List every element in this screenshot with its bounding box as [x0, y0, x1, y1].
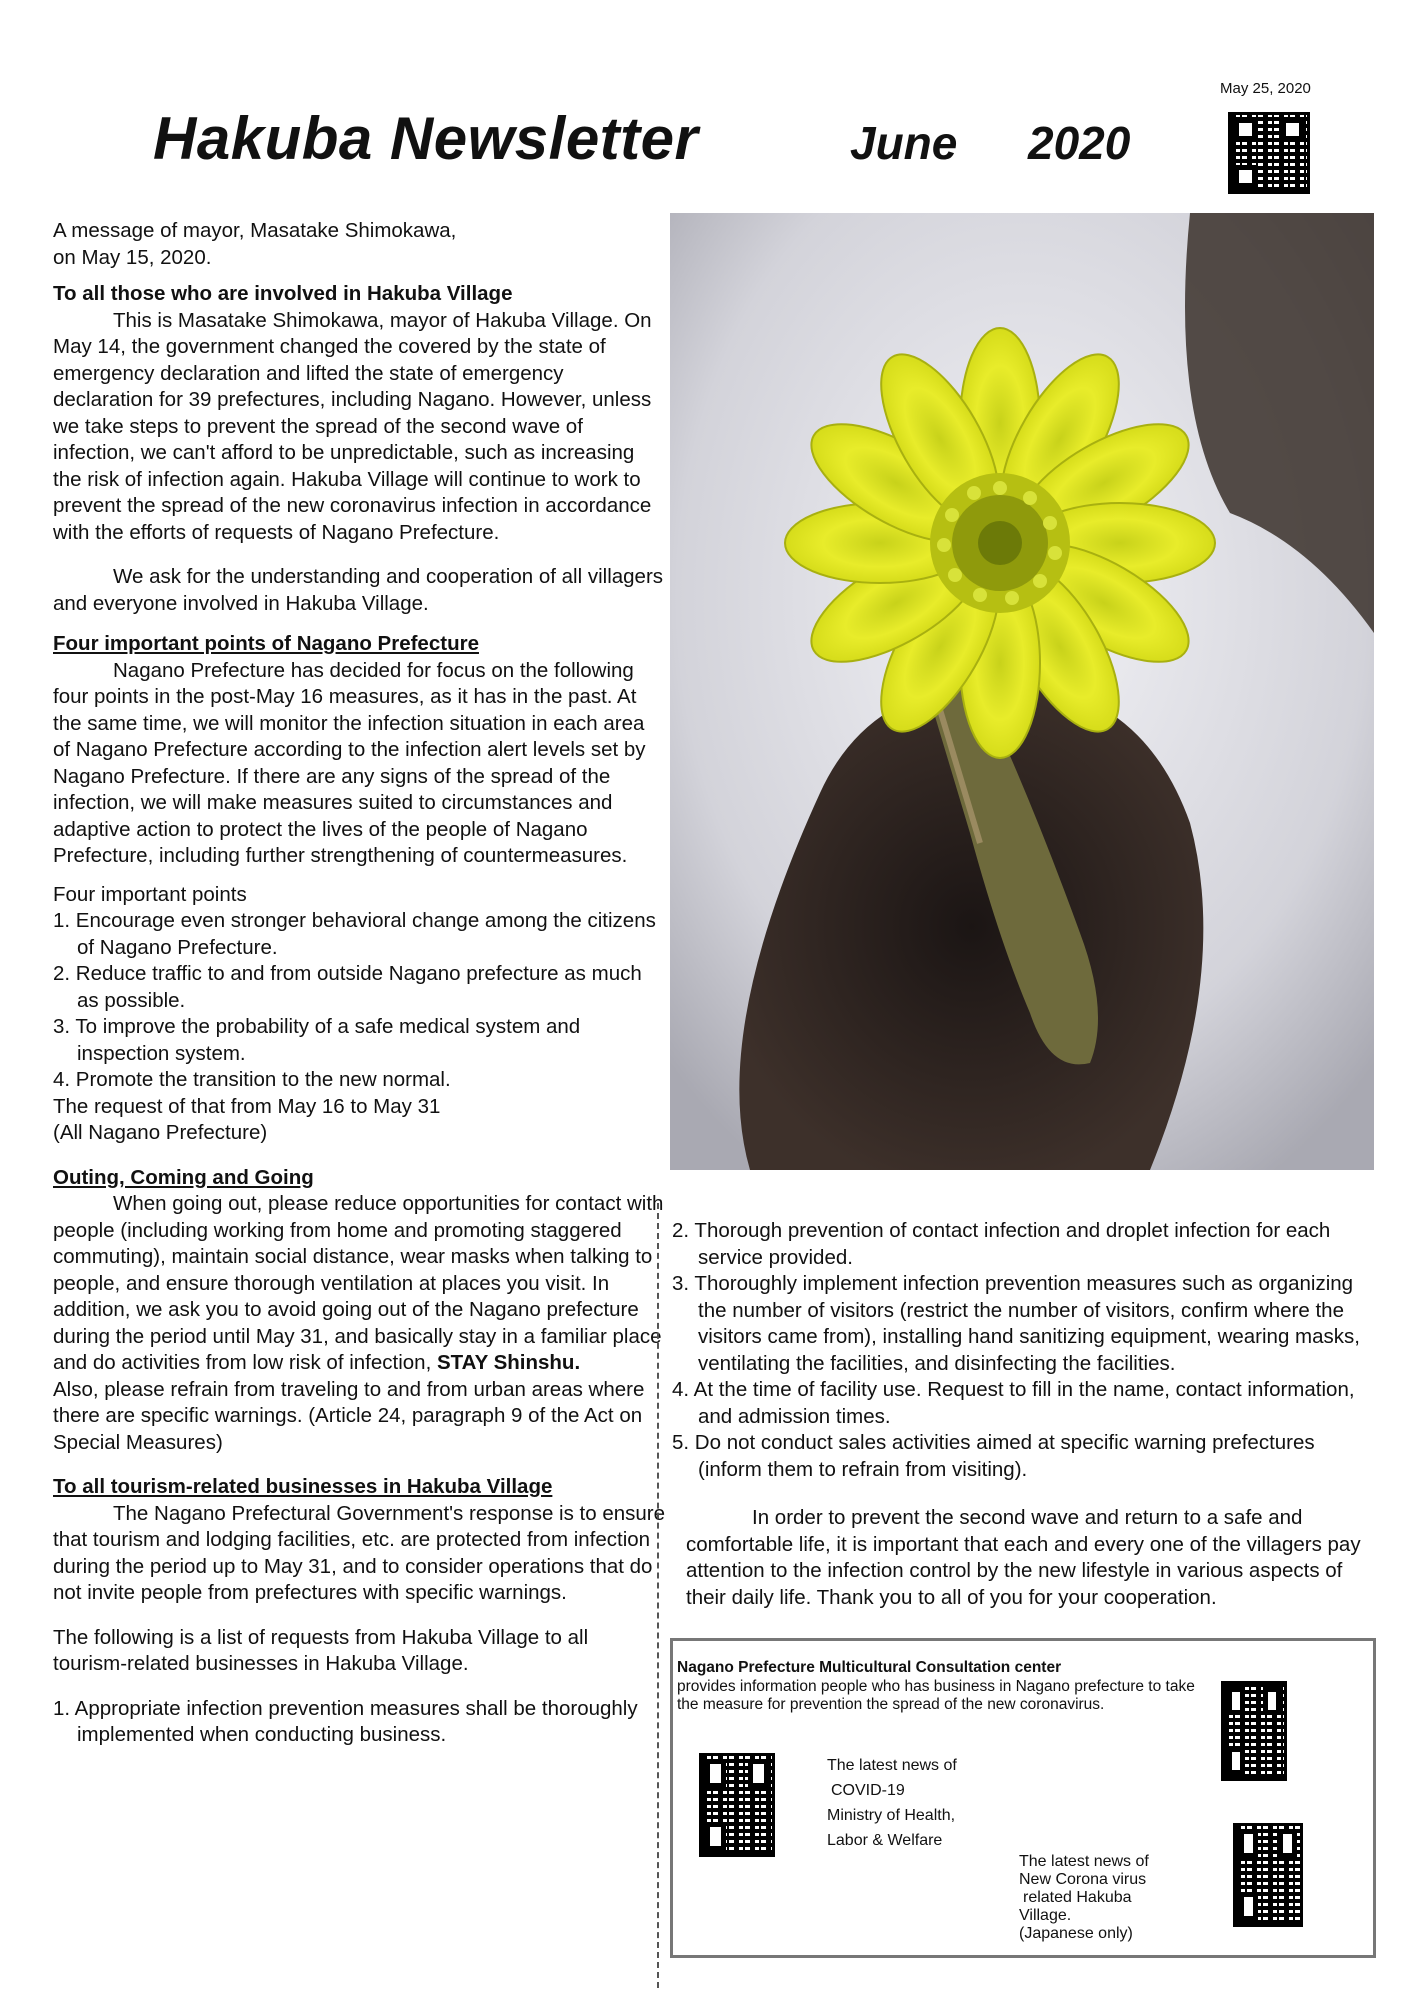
mhlw-line1: The latest news of: [827, 1757, 957, 1774]
points-title: Four important points: [53, 882, 247, 906]
left-column: [53, 218, 665, 1749]
request-item-2: 2. Thorough prevention of contact infection and droplet infection for each service provided.: [672, 1219, 1331, 1269]
closing-message: In order to prevent the second wave and return to a safe and comfortable life, it is important that each and every one of the villagers pay attention to the infection control by the new lifestyle in various aspects of their daily life. Thank you to all of you for your cooperation.: [686, 1506, 1361, 1609]
newsletter-title: Hakuba Newsletter: [153, 105, 699, 172]
mhlw-qr-code-icon[interactable]: [699, 1753, 775, 1857]
infobox-description: provides information people who has business in Nagano prefecture to take the measure for prevention the spread of the new coronavirus.: [677, 1678, 1195, 1713]
flower-photo-svg: [670, 213, 1374, 1170]
intro-line2: on May 15, 2020.: [53, 245, 212, 269]
section3-para-start: When going out, please reduce opportunities for contact with people (including working from home and promoting staggered commuting), maintain social distance, wear masks when talking to people, and ensure thorough ventilation at places you visit. In addition, we ask you to avoid going out of the Nagano prefecture during the period until May 31, and basically stay in a familiar place and do activities from low risk of infection,: [53, 1192, 664, 1374]
section4-heading: To all tourism-related businesses in Hakuba Village: [53, 1475, 553, 1498]
hakuba-line5: (Japanese only): [1019, 1925, 1133, 1942]
section2-para: Nagano Prefecture has decided for focus on the following four points in the post-May 16 measures, as it has in the past. At the same time, we will monitor the infection situation in each area of Nagano Prefecture according to the infection alert levels set by Nagano Prefecture. If there are any signs of the spread of the infection, we will make measures suited to circumstances and adaptive action to protect the lives of the people of Nagano Prefecture, including further strengthening of countermeasures.: [53, 658, 646, 867]
mhlw-caption: [827, 1753, 957, 1853]
request-line2: (All Nagano Prefecture): [53, 1121, 268, 1144]
stay-shinshu: STAY Shinshu.: [436, 1351, 581, 1374]
hakuba-line2: New Corona virus: [1019, 1871, 1147, 1888]
header-qr-code-icon[interactable]: [1228, 112, 1310, 194]
hakuba-qr-code-icon[interactable]: [1233, 1823, 1303, 1927]
column-divider: [657, 1203, 659, 1988]
mhlw-line4: Labor & Welfare: [827, 1832, 943, 1849]
section4-item1: 1. Appropriate infection prevention measures shall be thoroughly implemented when conducting business.: [53, 1696, 638, 1746]
section1-para1: This is Masatake Shimokawa, mayor of Hakuba Village. On May 14, the government changed the covered by the state of emergency declaration and lifted the state of emergency declaration for 39 prefectures, including Nagano. However, unless we take steps to prevent the spread of the second wave of infection, we can't afford to be unpredictable, such as increasing the risk of infection again. Hakuba Village will continue to work to prevent the spread of the new coronavirus infection in accordance with the efforts of requests of Nagano Prefecture.: [53, 308, 652, 544]
flower-photo: [670, 213, 1374, 1170]
point-1: 1. Encourage even stronger behavioral change among the citizens of Nagano Prefecture.: [53, 909, 656, 959]
point-2: 2. Reduce traffic to and from outside Nagano prefecture as much as possible.: [53, 962, 642, 1012]
request-item-4: 4. At the time of facility use. Request to fill in the name, contact information, and admission times.: [672, 1378, 1355, 1428]
right-column: [672, 1218, 1382, 1611]
section4-para2: The following is a list of requests from Hakuba Village to all tourism-related businesses in Hakuba Village.: [53, 1625, 589, 1675]
request-item-3: 3. Thoroughly implement infection prevention measures such as organizing the number of visitors (restrict the number of visitors, confirm where the visitors came from), installing hand sanitizing equipment, wearing masks, ventilating the facilities, and disinfecting the facilities.: [672, 1272, 1360, 1375]
mhlw-line3: Ministry of Health,: [827, 1807, 956, 1824]
issue-year: 2020: [1028, 117, 1131, 169]
hakuba-line3: related Hakuba: [1023, 1889, 1132, 1906]
point-4: 4. Promote the transition to the new normal.: [53, 1068, 451, 1091]
mhlw-line2: COVID-19: [831, 1782, 905, 1799]
issue-date: May 25, 2020: [1220, 80, 1311, 97]
intro-line1: A message of mayor, Masatake Shimokawa,: [53, 219, 457, 242]
infobox-title: Nagano Prefecture Multicultural Consultation center: [677, 1659, 1062, 1676]
section2-heading: Four important points of Nagano Prefecture: [53, 632, 479, 655]
section3-heading: Outing, Coming and Going: [53, 1165, 314, 1189]
point-3: 3. To improve the probability of a safe medical system and inspection system.: [53, 1015, 581, 1065]
consultation-qr-code-icon[interactable]: [1221, 1681, 1287, 1781]
section3-para-end: Also, please refrain from traveling to and from urban areas where there are specific warnings. (Article 24, paragraph 9 of the Act on Special Measures): [53, 1377, 645, 1454]
hakuba-line4: Village.: [1019, 1907, 1072, 1924]
request-item-5: 5. Do not conduct sales activities aimed at specific warning prefectures (inform them to refrain from visiting).: [672, 1431, 1315, 1481]
section1-para2: We ask for the understanding and cooperation of all villagers and everyone involved in Hakuba Village.: [53, 565, 664, 615]
section1-heading: To all those who are involved in Hakuba Village: [53, 282, 513, 305]
hakuba-line1: The latest news of: [1019, 1853, 1149, 1870]
section4-para1: The Nagano Prefectural Government's response is to ensure that tourism and lodging facilities, etc. are protected from infection during the period up to May 31, and to consider operations that do not invite people from prefectures with specific warnings.: [53, 1501, 666, 1604]
consultation-info-box: [670, 1638, 1376, 1958]
request-line1: The request of that from May 16 to May 31: [53, 1094, 441, 1118]
section3-para: [53, 1191, 665, 1377]
hakuba-caption: [1019, 1853, 1149, 1943]
issue-month: June: [850, 117, 958, 169]
